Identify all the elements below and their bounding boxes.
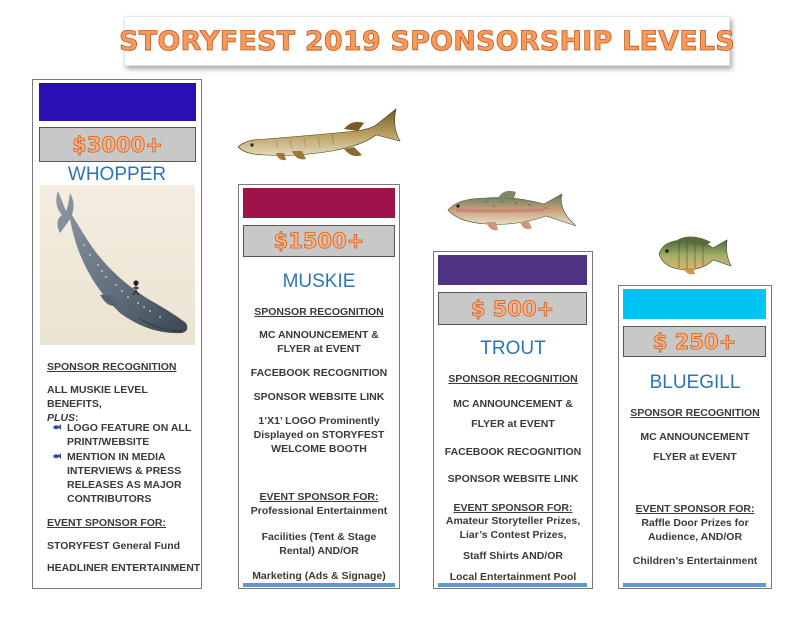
trout-item-1-line-2: FLYER at EVENT	[471, 418, 555, 430]
trout-event-header: EVENT SPONSOR FOR:	[453, 502, 573, 514]
bluegill-item-2: FLYER at EVENT	[653, 451, 737, 463]
bluegill-event-header: EVENT SPONSOR FOR:	[635, 503, 755, 515]
trout-item-2: FACEBOOK RECOGNITION	[444, 446, 582, 458]
whopper-event-header: EVENT SPONSOR FOR:	[47, 517, 167, 529]
trout-item-3: SPONSOR WEBSITE LINK	[447, 473, 579, 485]
muskie-item-3: SPONSOR WEBSITE LINK	[253, 391, 385, 403]
whopper-bullet-2	[67, 450, 182, 506]
bluegill-event-2: Children’s Entertainment	[632, 555, 758, 567]
bluegill-item-1: MC ANNOUNCEMENT	[640, 431, 750, 443]
muskie-event-1: Professional Entertainment	[250, 505, 388, 517]
trout-event-1	[434, 514, 592, 542]
whopper-event-1: STORYFEST General Fund	[47, 540, 181, 552]
muskie-item-2: FACEBOOK RECOGNITION	[250, 367, 388, 379]
muskie-bottom-rule	[243, 583, 395, 587]
bluegill-bottom-rule	[623, 583, 766, 587]
whale-bullet-icon	[52, 423, 62, 432]
muskie-color-bar	[243, 188, 395, 218]
bluegill-event-1-line-2: Audience, AND/OR	[647, 531, 743, 543]
whopper-column	[32, 79, 202, 589]
whopper-color-bar	[39, 83, 196, 121]
whopper-bullet-1	[67, 421, 191, 449]
whopper-bullet-1-line-1: LOGO FEATURE ON ALL	[67, 422, 192, 434]
bluegill-column	[618, 285, 772, 589]
whopper-bullet-2-line-2: INTERVIEWS & PRESS	[67, 465, 182, 477]
muskie-column	[238, 184, 400, 589]
trout-event-2: Staff Shirts AND/OR	[463, 550, 563, 562]
page-title: STORYFEST 2019 SPONSORSHIP LEVELS	[119, 25, 735, 57]
muskie-price: $1500+	[243, 225, 395, 257]
whopper-level-name: WHOPPER	[67, 164, 167, 185]
bluegill-event-1	[619, 516, 771, 544]
whopper-price: $3000+	[39, 127, 196, 162]
bluegill-color-bar	[623, 289, 766, 319]
bluegill-price: $ 250+	[623, 326, 766, 357]
title-banner	[119, 16, 735, 66]
bluegill-fish	[657, 232, 739, 276]
muskie-item-4-line-3: WELCOME BOOTH	[271, 443, 367, 455]
trout-color-bar	[438, 255, 587, 285]
trout-price: $ 500+	[438, 292, 587, 325]
trout-fish	[446, 186, 580, 238]
muskie-recognition-header: SPONSOR RECOGNITION	[254, 306, 384, 318]
muskie-event-3: Marketing (Ads & Signage)	[252, 570, 386, 582]
muskie-item-4-line-2: Displayed on STORYFEST	[253, 429, 385, 441]
whopper-recognition-header: SPONSOR RECOGNITION	[47, 361, 177, 373]
muskie-item-1	[239, 328, 399, 356]
whopper-intro-text: ALL MUSKIE LEVEL BENEFITS,	[47, 384, 148, 410]
whopper-bullet-1-line-2: PRINT/WEBSITE	[67, 436, 150, 448]
trout-level-name: TROUT	[480, 338, 546, 359]
muskie-item-4	[239, 414, 399, 456]
muskie-item-1-line-2: FLYER at EVENT	[277, 343, 361, 355]
trout-column	[433, 251, 593, 589]
trout-item-1-line-1: MC ANNOUNCEMENT &	[453, 398, 573, 410]
muskie-item-4-line-1: 1’X1’ LOGO Prominently	[258, 415, 380, 427]
trout-recognition-header: SPONSOR RECOGNITION	[448, 373, 578, 385]
whopper-bullet-2-line-4: CONTRIBUTORS	[67, 493, 152, 505]
whopper-event-2: HEADLINER ENTERTAINMENT	[47, 562, 201, 574]
trout-item-1	[434, 394, 592, 434]
muskie-item-1-line-1: MC ANNOUNCEMENT &	[259, 329, 379, 341]
muskie-event-2-line-2: Rental) AND/OR	[279, 545, 359, 557]
whopper-bullet-2-line-3: RELEASES AS MAJOR	[67, 479, 182, 491]
muskie-level-name: MUSKIE	[282, 271, 356, 292]
whale-bullet-icon	[52, 452, 62, 461]
muskie-event-2	[239, 530, 399, 558]
bluegill-event-1-line-1: Raffle Door Prizes for	[641, 517, 749, 529]
trout-event-3: Local Entertainment Pool	[449, 571, 577, 583]
bluegill-level-name: BLUEGILL	[649, 372, 741, 393]
muskie-event-header: EVENT SPONSOR FOR:	[259, 491, 379, 503]
trout-event-1-line-2: Liar’s Contest Prizes,	[459, 529, 567, 541]
trout-event-1-line-1: Amateur Storyteller Prizes,	[445, 515, 581, 527]
trout-bottom-rule	[438, 583, 587, 587]
whopper-plus: PLUS	[47, 412, 76, 424]
muskie-event-2-line-1: Facilities (Tent & Stage	[261, 531, 377, 543]
bluegill-recognition-header: SPONSOR RECOGNITION	[630, 407, 760, 419]
whopper-intro: ALL MUSKIE LEVEL BENEFITS, PLUS:	[47, 384, 148, 424]
whopper-bullet-2-line-1: MENTION IN MEDIA	[67, 451, 166, 463]
muskie-fish	[236, 105, 402, 171]
whale-illustration	[40, 185, 195, 345]
